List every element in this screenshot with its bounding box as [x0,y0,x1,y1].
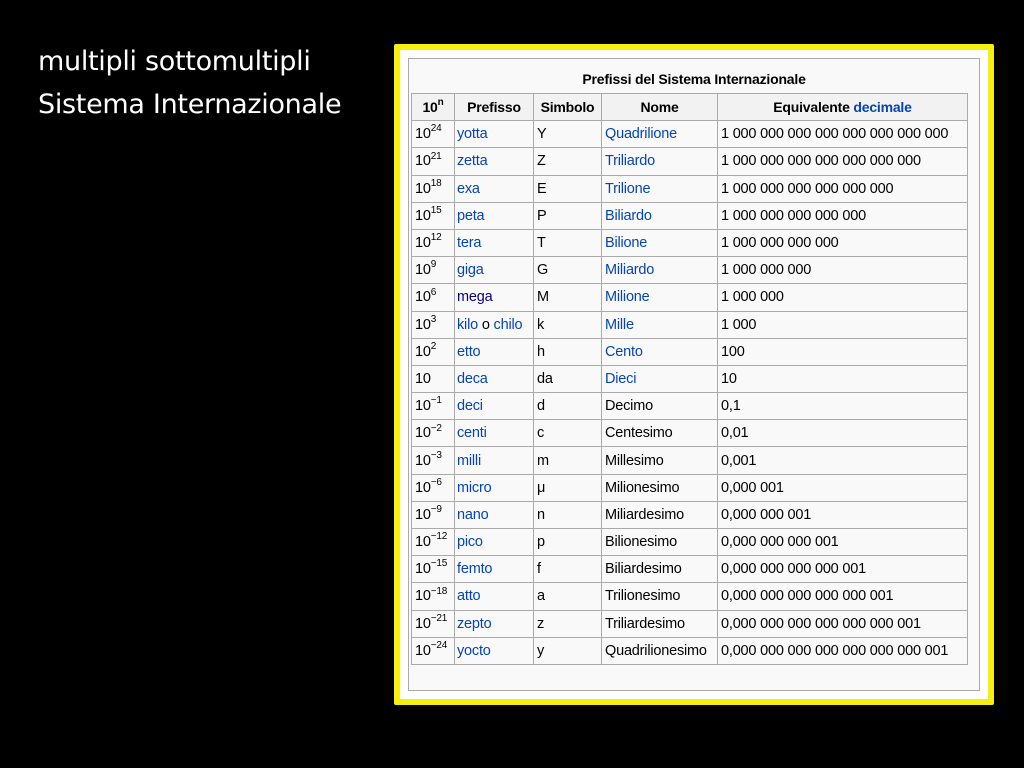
table-row [412,393,968,420]
prefix-cell [455,474,534,501]
name-cell [602,610,718,637]
prefix-cell [455,610,534,637]
highlight-frame [394,44,994,705]
name-link[interactable]: Bilione [605,235,648,252]
power-cell: $10^{-21}$ [412,610,455,637]
power-cell: $10^9$ [412,257,455,284]
power-cell: $10^{-12}$ [412,529,455,556]
table-row [412,257,968,284]
power-cell: $10^{-9}$ [412,501,455,528]
value-cell: 1 000 000 000 000 000 000 [718,175,968,202]
symbol-cell: T [534,229,602,256]
name-link[interactable]: Biliardo [605,207,652,224]
prefix-link[interactable]: zetta [457,153,488,170]
symbol-cell: Y [534,121,602,148]
table-row [412,365,968,392]
symbol-cell: z [534,610,602,637]
name-link[interactable]: Quadrilione [605,126,677,143]
table-row [412,229,968,256]
power-cell: $10^{-24}$ [412,637,455,664]
name-text: Quadrilionesimo [605,642,707,659]
table-row [412,338,968,365]
prefix-alt-link[interactable]: chilo [493,316,523,333]
name-link[interactable]: Trilione [605,180,651,197]
value-cell: 0,000 000 000 000 000 000 001 [718,610,968,637]
prefix-link[interactable]: nano [457,506,489,523]
name-cell [602,474,718,501]
name-text: Biliardesimo [605,561,682,578]
prefix-link[interactable]: yotta [457,126,488,143]
symbol-cell: a [534,583,602,610]
name-cell [602,637,718,664]
value-cell: 1 000 000 000 000 000 [718,202,968,229]
power-cell: $10^3$ [412,311,455,338]
header-name: Nome [602,94,718,121]
power-cell: 10 [412,365,455,392]
symbol-cell: c [534,420,602,447]
name-cell [602,447,718,474]
prefix-link[interactable]: yocto [457,642,491,659]
name-text: Milionesimo [605,479,680,496]
symbol-cell: p [534,529,602,556]
prefix-link[interactable]: femto [457,561,493,578]
prefix-link[interactable]: etto [457,343,481,360]
si-prefix-table [411,93,968,665]
value-cell: 0,000 000 000 000 000 001 [718,583,968,610]
prefix-cell [455,338,534,365]
name-cell [602,311,718,338]
prefix-link[interactable]: exa [457,180,480,197]
value-cell: 0,000 001 [718,474,968,501]
name-text: Miliardesimo [605,506,684,523]
name-cell [602,257,718,284]
prefix-link[interactable]: kilo [457,316,478,333]
table-row [412,501,968,528]
prefix-link[interactable]: pico [457,534,483,551]
value-cell: 0,000 000 000 000 000 000 000 001 [718,637,968,664]
value-cell: 10 [718,365,968,392]
name-text: Triliardesimo [605,615,685,632]
value-cell: 1 000 000 000 [718,257,968,284]
name-link[interactable]: Mille [605,316,634,333]
prefix-cell [455,229,534,256]
header-prefix: Prefisso [455,94,534,121]
prefix-join: o [481,316,490,333]
name-cell [602,365,718,392]
prefix-link[interactable]: tera [457,235,482,252]
value-cell: 0,000 000 001 [718,501,968,528]
power-cell: $10^{12}$ [412,229,455,256]
prefix-cell [455,175,534,202]
table-row [412,420,968,447]
power-cell: $10^{15}$ [412,202,455,229]
name-link[interactable]: Dieci [605,370,637,387]
table-row [412,447,968,474]
symbol-cell: d [534,393,602,420]
power-cell: $10^{-18}$ [412,583,455,610]
table-panel [408,58,980,691]
power-cell: $10^{-3}$ [412,447,455,474]
name-cell [602,148,718,175]
value-cell: 0,01 [718,420,968,447]
name-text: Trilionesimo [605,588,681,605]
prefix-cell [455,501,534,528]
table-row [412,556,968,583]
prefix-link[interactable]: giga [457,262,484,279]
value-cell: 1 000 [718,311,968,338]
name-cell [602,175,718,202]
header-row [412,94,968,121]
prefix-cell [455,637,534,664]
table-row [412,474,968,501]
prefix-link[interactable]: centi [457,425,487,442]
value-cell: 1 000 000 000 000 [718,229,968,256]
table-row [412,202,968,229]
value-cell: 0,000 000 000 000 001 [718,556,968,583]
name-link[interactable]: Milione [605,289,650,306]
prefix-link[interactable]: milli [457,452,481,469]
table-row [412,148,968,175]
name-cell [602,121,718,148]
slide-title-line-1: multipli sottomultipli [38,46,311,77]
name-cell [602,583,718,610]
name-text: Millesimo [605,452,664,469]
name-cell [602,393,718,420]
symbol-cell: y [534,637,602,664]
name-link[interactable]: Triliardo [605,153,656,170]
prefix-link[interactable]: deca [457,370,488,387]
prefix-link[interactable]: mega [457,289,493,306]
symbol-cell: G [534,257,602,284]
header-symbol: Simbolo [534,94,602,121]
name-link[interactable]: Cento [605,343,643,360]
name-text: Decimo [605,398,653,415]
table-caption: Prefissi del Sistema Internazionale [582,71,806,87]
name-link[interactable]: Miliardo [605,262,655,279]
value-cell: 1 000 000 000 000 000 000 000 [718,148,968,175]
prefix-cell [455,257,534,284]
power-cell: $10^{18}$ [412,175,455,202]
power-cell: $10^{-6}$ [412,474,455,501]
name-cell [602,284,718,311]
symbol-cell: m [534,447,602,474]
name-cell [602,202,718,229]
table-row [412,637,968,664]
header-power: 10$^n$ [412,94,455,121]
symbol-cell: μ [534,474,602,501]
symbol-cell: Z [534,148,602,175]
prefix-cell [455,311,534,338]
value-cell: 100 [718,338,968,365]
prefix-cell [455,121,534,148]
prefix-cell [455,420,534,447]
symbol-cell: f [534,556,602,583]
name-cell [602,529,718,556]
name-cell [602,556,718,583]
prefix-cell [455,148,534,175]
symbol-cell: da [534,365,602,392]
prefix-cell [455,447,534,474]
symbol-cell: h [534,338,602,365]
name-cell [602,420,718,447]
slide-title [38,40,341,126]
power-cell: $10^{-1}$ [412,393,455,420]
power-cell: $10^6$ [412,284,455,311]
power-cell: $10^{-15}$ [412,556,455,583]
value-cell: 0,1 [718,393,968,420]
name-cell [602,501,718,528]
symbol-cell: P [534,202,602,229]
prefix-cell [455,556,534,583]
table-row [412,311,968,338]
name-cell [602,338,718,365]
value-cell: 1 000 000 [718,284,968,311]
name-text: Bilionesimo [605,534,677,551]
prefix-cell [455,202,534,229]
symbol-cell: M [534,284,602,311]
power-cell: $10^{-2}$ [412,420,455,447]
power-cell: $10^{24}$ [412,121,455,148]
table-row [412,529,968,556]
symbol-cell: n [534,501,602,528]
prefix-cell [455,529,534,556]
prefix-cell [455,393,534,420]
prefix-cell [455,284,534,311]
symbol-cell: k [534,311,602,338]
prefix-cell [455,365,534,392]
name-text: Centesimo [605,425,673,442]
prefix-link[interactable]: micro [457,479,492,496]
table-row [412,583,968,610]
power-cell: $10^2$ [412,338,455,365]
prefix-cell [455,583,534,610]
header-equivalent: Equivalente decimale [718,94,968,121]
symbol-cell: E [534,175,602,202]
power-cell: $10^{21}$ [412,148,455,175]
prefix-link[interactable]: deci [457,398,483,415]
table-row [412,610,968,637]
table-row [412,175,968,202]
value-cell: 1 000 000 000 000 000 000 000 000 [718,121,968,148]
decimale-link[interactable]: decimale [853,99,912,116]
table-row [412,284,968,311]
table-row [412,121,968,148]
name-cell [602,229,718,256]
value-cell: 0,000 000 000 001 [718,529,968,556]
prefix-link[interactable]: zepto [457,615,492,632]
prefix-link[interactable]: peta [457,207,485,224]
value-cell: 0,001 [718,447,968,474]
prefix-link[interactable]: atto [457,588,481,605]
slide-title-line-2: Sistema Internazionale [38,89,342,120]
